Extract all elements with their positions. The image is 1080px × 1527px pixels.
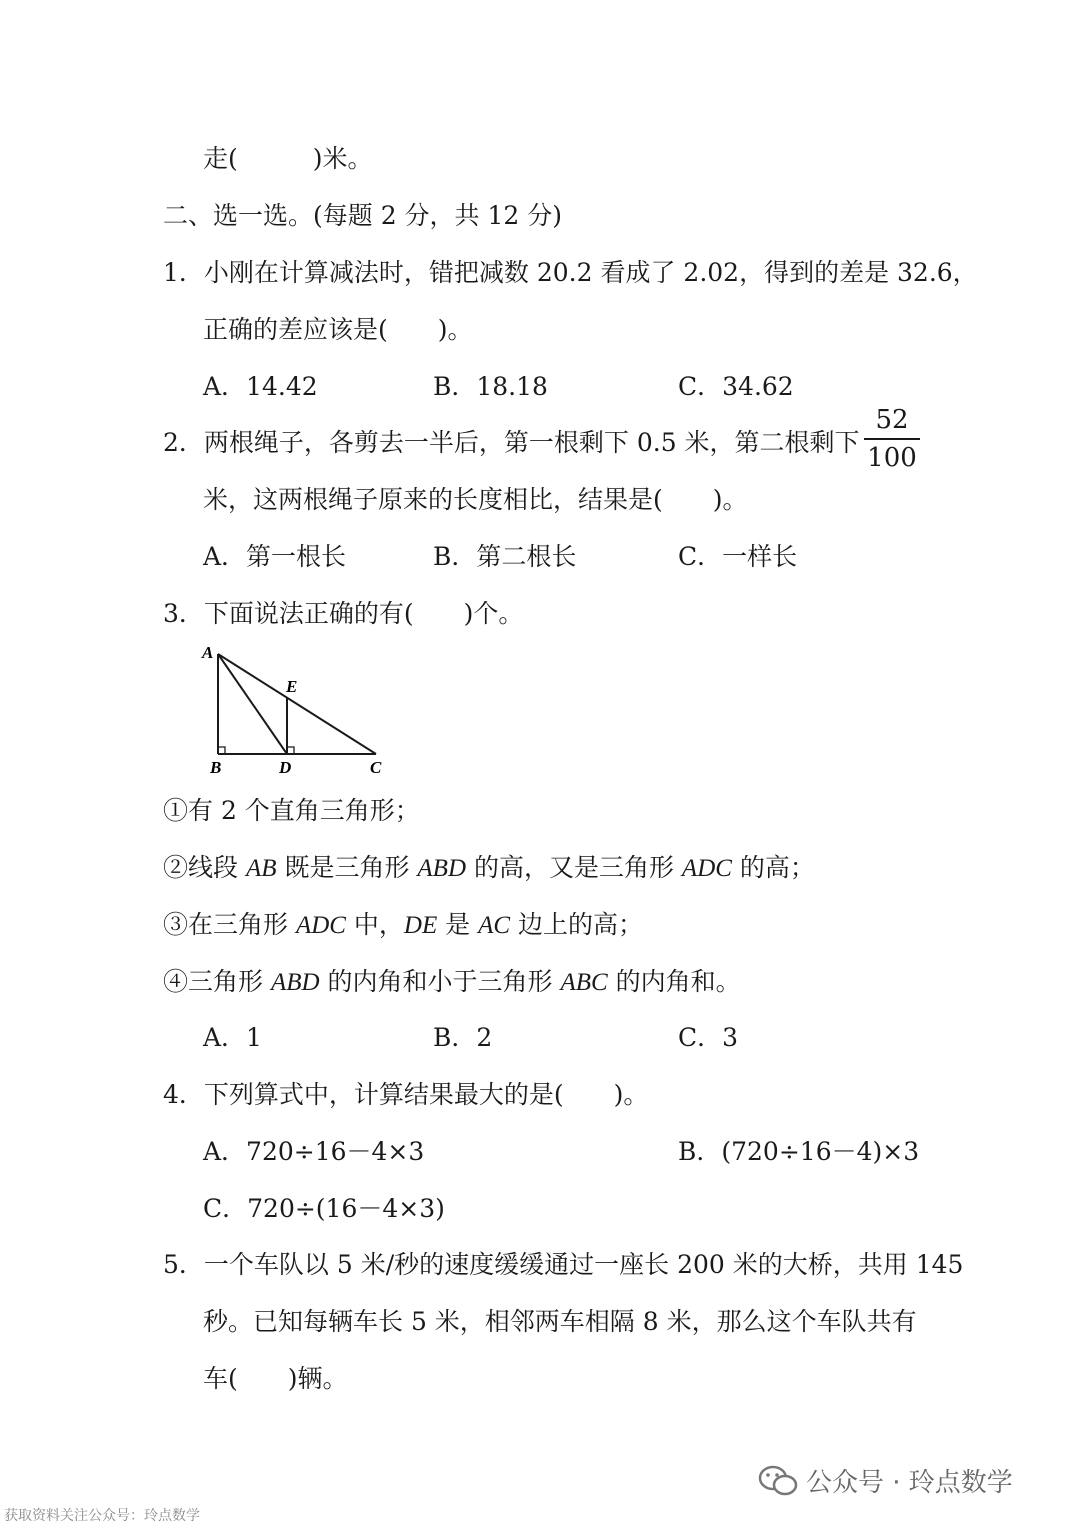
q1-option-c: C．34.62 [678,372,794,401]
q1-line2: 正确的差应该是( )。 [203,315,473,344]
q4-line1: 4．下列算式中，计算结果最大的是( )。 [163,1080,649,1109]
footer-watermark: 获取资料关注公众号：玲点数学 [4,1508,200,1524]
q1-line1: 1．小刚在计算减法时，错把减数 20.2 看成了 2.02，得到的差是 32.6， [163,258,978,287]
fraction-bar [864,438,920,440]
fraction-numerator: 52 [875,405,909,435]
label-b: B [210,758,222,777]
q3-option-c: C．3 [678,1023,739,1052]
label-c: C [370,758,382,777]
q5-line3: 车( )辆。 [203,1364,348,1393]
q3-statement-2: ②线段 AB 既是三角形 ABD 的高，又是三角形 ADC 的高； [163,853,815,882]
triangle-figure [196,640,396,780]
segment-ad [218,654,287,754]
right-angle-mark-d [287,747,294,754]
segment-ac [218,654,376,754]
q5-line2: 秒。已知每辆车长 5 米，相邻两车相隔 8 米，那么这个车队共有 [203,1307,917,1336]
q2-fraction [862,405,922,473]
label-d: D [279,758,292,777]
q3-statement-4: ④三角形 ABD 的内角和小于三角形 ABC 的内角和。 [163,967,741,996]
q3-option-a: A．1 [203,1023,262,1052]
q2-option-a: A．第一根长 [203,542,347,571]
q5-line1: 5．一个车队以 5 米/秒的速度缓缓通过一座长 200 米的大桥，共用 145 [163,1250,964,1279]
q2-option-b: B．第二根长 [433,542,577,571]
q3-statement-1: ①有 2 个直角三角形； [163,796,420,825]
q1-option-a: A．14.42 [203,372,318,401]
watermark-brand: 公众号 · 玲点数学 [806,1468,1013,1498]
section-title: 二、选一选。(每题 2 分，共 12 分) [163,201,563,230]
q1-option-b: B．18.18 [433,372,548,401]
label-a: A [202,643,214,662]
q2-line2: 米，这两根绳子原来的长度相比，结果是( )。 [203,485,748,514]
q4-option-b: B．(720÷16－4)×3 [678,1137,920,1166]
label-e: E [286,677,298,696]
q3-statement-3: ③在三角形 ADC 中，DE 是 AC 边上的高； [163,910,644,939]
q2-option-c: C．一样长 [678,542,798,571]
continued-line: 走( )米。 [203,144,373,173]
fraction-denominator: 100 [867,443,917,473]
right-angle-mark-b [218,747,225,754]
q4-option-c: C．720÷(16－4×3) [203,1194,445,1223]
q2-line1: 2．两根绳子，各剪去一半后，第一根剩下 0.5 米，第二根剩下 [163,428,860,457]
q3-line1: 3．下面说法正确的有( )个。 [163,599,524,628]
wechat-watermark [758,1462,1013,1499]
q4-option-a: A．720÷16－4×3 [203,1137,425,1166]
wechat-icon [758,1464,798,1498]
q3-option-b: B．2 [433,1023,493,1052]
